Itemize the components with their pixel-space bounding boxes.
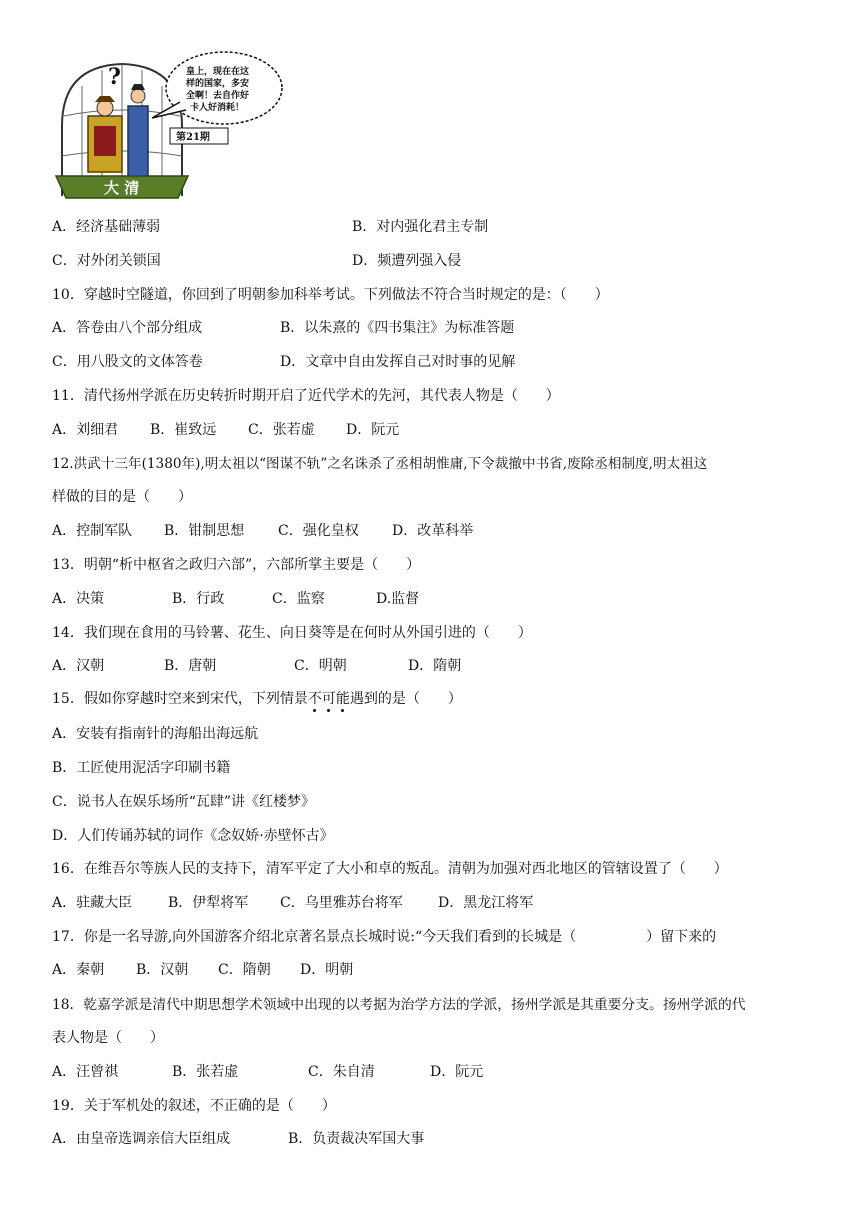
q10-option-a: A．答卷由八个部分组成 xyxy=(52,320,203,336)
q16-stem: 16．在维吾尔等族人民的支持下，清军平定了大小和卓的叛乱。清朝为加强对西北地区的管辖设置了（ ） xyxy=(52,861,728,877)
q14-option-a: A．汉朝 xyxy=(52,658,105,674)
q18-option-a: A．汪曾祺 xyxy=(52,1064,119,1080)
q12-stem-line-2: 样做的目的是（ ） xyxy=(52,489,192,505)
q14-option-c: C．明朝 xyxy=(294,658,347,674)
q14-stem: 14．我们现在食用的马铃薯、花生、向日葵等是在何时从外国引进的（ ） xyxy=(52,625,532,641)
q17-option-a: A．秦朝 xyxy=(52,962,105,978)
q9-option-c: C．对外闭关锁国 xyxy=(52,253,161,269)
q19-option-a: A．由皇帝选调亲信大臣组成 xyxy=(52,1131,231,1147)
q15-option-c: C．说书人在娱乐场所“瓦肆”讲《红楼梦》 xyxy=(52,794,316,810)
q16-option-c: C．乌里雅苏台将军 xyxy=(280,895,403,911)
q18-stem-line-2: 表人物是（ ） xyxy=(52,1030,164,1046)
q13-option-b: B．行政 xyxy=(172,591,225,607)
q14-option-d: D．隋朝 xyxy=(408,658,462,674)
q15-option-d: D．人们传诵苏轼的词作《念奴娇·赤壁怀古》 xyxy=(52,828,334,844)
q11-stem: 11．清代扬州学派在历史转折时期开启了近代学术的先河，其代表人物是（ ） xyxy=(52,388,560,404)
q16-option-b: B．伊犁将军 xyxy=(168,895,249,911)
q13-stem: 13．明朝“析中枢省之政归六部”，六部所掌主要是（ ） xyxy=(52,557,421,573)
q15-emph-3: 能 xyxy=(335,691,350,707)
q13-option-c: C．监察 xyxy=(272,591,325,607)
q17-stem: 17．你是一名导游,向外国游客介绍北京著名景点长城时说:“今天我们看到的长城是（ ）留下来的 xyxy=(52,929,717,945)
q17-option-d: D．明朝 xyxy=(300,962,354,978)
q18-option-d: D．阮元 xyxy=(430,1064,484,1080)
q11-option-a: A．刘细君 xyxy=(52,422,119,438)
q15-stem-before: 15．假如你穿越时空来到宋代，下列情景 xyxy=(52,691,308,707)
q12-stem-line-1: 12.洪武十三年(1380年),明太祖以“图谋不轨”之名诛杀了丞相胡惟庸,下令裁撤中书省,废除丞相制度,明太祖这 xyxy=(52,456,708,472)
bubble-line-2: 样的国家，多安 xyxy=(186,79,250,89)
q9-option-a: A．经济基础薄弱 xyxy=(52,219,161,235)
q9-option-b: B．对内强化君主专制 xyxy=(352,219,489,235)
q9-option-d: D．频遭列强入侵 xyxy=(352,253,462,269)
q15-option-a: A．安装有指南针的海船出海远航 xyxy=(52,726,259,742)
q11-option-d: D．阮元 xyxy=(346,422,400,438)
q15-emph-2: 可 xyxy=(321,691,336,707)
q13-option-a: A．决策 xyxy=(52,591,105,607)
q17-option-c: C．隋朝 xyxy=(218,962,271,978)
q18-option-c: C．朱自清 xyxy=(308,1064,375,1080)
q12-option-b: B．钳制思想 xyxy=(164,523,245,539)
q19-stem: 19．关于军机处的叙述，不正确的是（ ） xyxy=(52,1098,336,1114)
base-text: 大 清 xyxy=(104,179,140,197)
bubble-line-4: 卡人好消耗！ xyxy=(190,103,245,113)
q12-option-c: C．强化皇权 xyxy=(278,523,359,539)
q16-option-d: D．黑龙江将军 xyxy=(438,895,534,911)
q12-option-a: A．控制军队 xyxy=(52,523,133,539)
q15-option-b: B．工匠使用泥活字印刷书籍 xyxy=(52,760,231,776)
q16-option-a: A．驻藏大臣 xyxy=(52,895,133,911)
cartoon-illustration xyxy=(52,46,284,206)
q14-option-b: B．唐朝 xyxy=(164,658,217,674)
q11-option-b: B．崔致远 xyxy=(150,422,217,438)
q15-emph-1: 不 xyxy=(307,691,322,707)
bubble-line-3: 全啊！去自作好 xyxy=(186,91,250,101)
question-mark: ? xyxy=(108,64,121,90)
q10-stem: 10．穿越时空隧道，你回到了明朝参加科举考试。下列做法不符合当时规定的是：（ ） xyxy=(52,287,609,303)
q15-stem-after: 遇到的是（ ） xyxy=(349,691,462,707)
q18-option-b: B．张若虚 xyxy=(172,1064,239,1080)
q10-option-b: B．以朱熹的《四书集注》为标准答题 xyxy=(280,320,515,336)
q18-stem-line-1: 18．乾嘉学派是清代中期思想学术领域中出现的以考据为治学方法的学派，扬州学派是其重要分支。扬州学派的代 xyxy=(52,997,746,1013)
q13-option-d: D.监督 xyxy=(376,591,420,607)
q12-option-d: D．改革科举 xyxy=(392,523,474,539)
q17-option-b: B．汉朝 xyxy=(136,962,189,978)
q15-stem xyxy=(52,689,462,709)
bubble-line-1: 皇上，现在在这 xyxy=(186,67,250,77)
q19-option-b: B．负责裁决军国大事 xyxy=(288,1131,425,1147)
q10-option-c: C．用八股文的文体答卷 xyxy=(52,354,203,370)
cartoon-label: 第21期 xyxy=(176,132,210,143)
q11-option-c: C．张若虚 xyxy=(248,422,315,438)
q10-option-d: D．文章中自由发挥自己对时事的见解 xyxy=(280,354,516,370)
